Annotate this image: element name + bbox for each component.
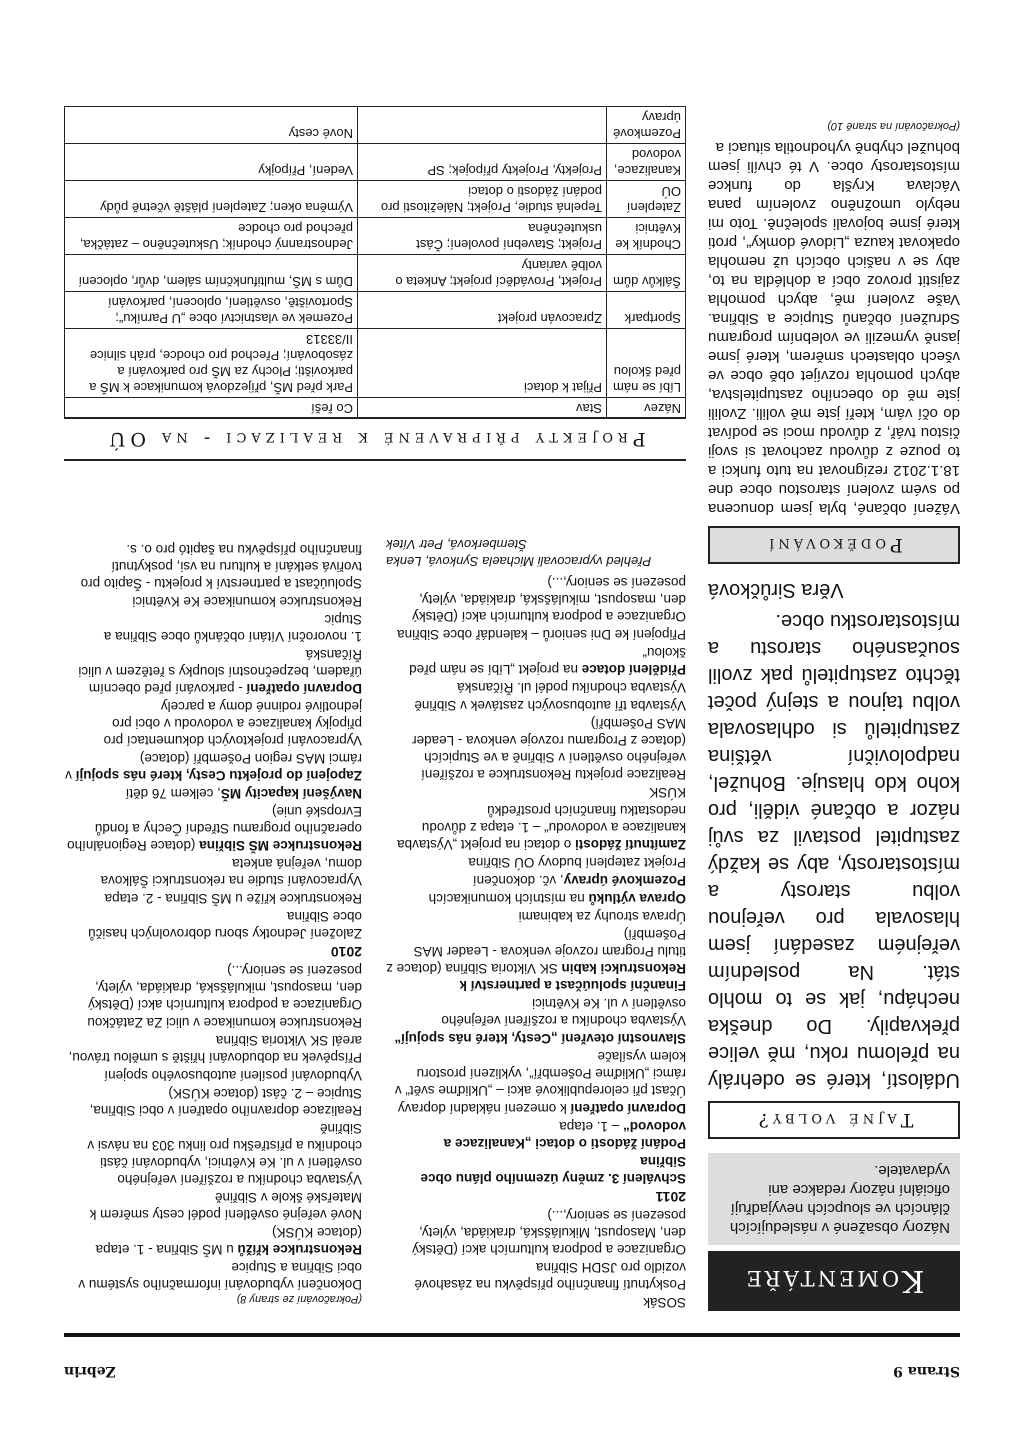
list-item (386, 626, 686, 643)
list-item (64, 541, 362, 592)
secret-election-signature: Věra Sirůčková (708, 579, 844, 601)
comments-column (708, 41, 960, 1311)
table-cell: Líbí se nám před školou (607, 329, 686, 398)
list-item-highlight: Oprava výtluků (588, 891, 686, 906)
table-row (65, 181, 686, 218)
list-item-text: (dotace Regionálního operačního programu Střední Čechy a fondů Evropské unie) (67, 804, 362, 853)
table-row (65, 144, 686, 181)
table-cell: Přijat k dotaci (358, 329, 607, 398)
continuation-note: (Pokračování ze strany 8) (236, 1293, 362, 1305)
publication-name: Zebrin (64, 1363, 116, 1379)
table-cell: Projekt; Stavební povolení; Část uskutečněna (358, 218, 607, 255)
list-item-text: Příspěvek na dobudování hřiště s umělou trávou, areál SK Viktoria Sibřina (68, 1033, 362, 1065)
table-row (65, 292, 686, 329)
list-item-highlight: Navýšení kapacity MŠ (220, 786, 362, 801)
list-item-highlight: Přidělení dotace (581, 662, 686, 677)
comments-disclaimer: Názory obsažené v následujících článcích ve sloupcích nevyjadřují oficiální názory redakce ani vydavatele. (708, 1153, 960, 1245)
list-item (64, 1224, 362, 1258)
list-item-text: – 1. etapa (559, 1119, 623, 1134)
list-item-text: Výstavba chodníku podél ul. Říčanská (457, 680, 686, 695)
table-cell: Sportpark (607, 292, 686, 329)
table-cell: Kanalizace, vodovod (607, 144, 686, 181)
list-item (386, 995, 686, 1029)
list-item (386, 1030, 686, 1047)
table-cell: Výměna oken; Zateplení pláště včetně půdy (65, 181, 358, 218)
list-item-text: Organizace a podpora kulturních akcí (Dětský den, masopust, mikulášská, drakiáda, výlety, posezení se seniory,...) (412, 575, 686, 624)
comments-banner: Komentáře (708, 1251, 960, 1311)
list-item-text: Spoluúčast a partnerství k projektu - Šapito pro tvořivá setkání a kulturu na vsi, poskytnutí finančního příspěvku na šapitó pro o. s. (80, 542, 362, 591)
table-row (65, 107, 686, 144)
list-item-highlight: Dopravní opatření (570, 1101, 686, 1116)
list-item (386, 872, 686, 889)
secret-election-text: Událostí, které se odehrály na přelomu roku, mě velice překvapily. Do dneška nechápu, jak se to mohlo stát. Na posledním veřejném zasedání jsem hlasovala pro veřejnou volbu starosty a místostarosty, aby se každý zastupitel postavil za svůj názor a občané viděli, pro koho kdo hlasuje. Bohužel, nadpoloviční většina zastupitelů si odhlasovala volbu tajnou a stejný počet těchto zastupitelů pak zvolil současného starostu a místostarostku obce. (708, 610, 960, 1091)
column-header: Co řeší (65, 398, 358, 419)
list-item-highlight: Podání žádosti o dotaci „Kanalizace a vodovod“ (443, 1119, 686, 1151)
list-item-text: Úprava strouhy za kabinami (518, 909, 686, 924)
table-cell: Pozemek ve vlastnictví obce „U Parníku“; Sportoviště, osvětlení, oplocení, parkování (65, 292, 358, 329)
list-item-text: Poskytnutí finančního příspěvku na zásahové vozidlo pro JSDH Sibřina (414, 1260, 686, 1292)
list-item (64, 593, 362, 610)
list-item-text: Nové veřejné osvětlení podél cesty směrem k Mateřské škole v Sibřině (89, 1190, 362, 1222)
list-item (386, 1153, 686, 1187)
list-item-text: Výstavba tří autobusových zastávek v Sibřině (414, 698, 686, 713)
list-item-highlight: Slavnostní otevření „Cesty, které nás spojují“ (394, 1031, 686, 1046)
list-item-text: , celkem 76 dětí (125, 786, 221, 801)
page-header (64, 1355, 960, 1379)
list-item (386, 679, 686, 696)
list-item-text: u MŠ Sibřina - 1. etapa (dotace KÚSK) (95, 1225, 362, 1257)
list-item-text: Organizace a podpora kulturních akcí (Dětský den, masopust, mikulášská, drakiáda, výlety, posezení se seniory...) (88, 963, 362, 1012)
projects-heading: Projekty připravené k realizaci - na OÚ (64, 417, 686, 461)
list-item-text: Rekonstrukce kříže u MŠ Sibřina - 2. etapa (104, 891, 362, 906)
table-cell (358, 107, 607, 144)
list-item (386, 784, 686, 801)
secret-election-heading: Tajné volby? (708, 1101, 960, 1139)
list-item (64, 1085, 362, 1119)
list-item (64, 803, 362, 854)
list-item (386, 802, 686, 853)
table-row (65, 255, 686, 292)
page-number: Strana 9 (893, 1363, 960, 1379)
list-item (64, 1032, 362, 1066)
list-item (386, 1259, 686, 1293)
list-item (64, 1120, 362, 1188)
table-cell: Projekty, Projekty přípojek; SP (358, 144, 607, 181)
list-item (386, 644, 686, 678)
credits: Přehled vypracovali Michaela Synková, Lenka Štemberková, Petr Vítek (386, 537, 652, 569)
list-item-text: - parkování před obecním úřadem, bezpečnostní sloupky s řetězem v ulici Říčanská (78, 647, 362, 696)
table-cell: Dům s MŠ, multifunkčním sálem, dvůr, oplocení (65, 255, 358, 292)
list-item-highlight: Pozemkové úpravy (563, 873, 686, 888)
list-item (386, 1100, 686, 1117)
list-item (64, 962, 362, 1013)
list-item (386, 926, 686, 994)
list-item (386, 908, 686, 925)
list-item-text: Realizace dopravního opatření v obci Sibřina, Stupice – 2. část (dotace KÚSK) (89, 1086, 362, 1118)
table-cell: Jednostranný chodník; Uskutečněno – zatáčka, přechod pro chodce (65, 218, 358, 255)
list-item (64, 750, 362, 784)
list-item-text: KÚSK (649, 785, 686, 800)
list-item-text: SK Viktoria Sibřina (dotace z titulu Program rozvoje venkova - Leader MAS Pošembří) (386, 927, 686, 976)
list-item-text: Dokončení vybudování informačního systému v obci Sibřina a Stupice (78, 1260, 362, 1292)
list-item-text: Výstavba chodníku a rozšíření veřejného osvětlení v ul. Ke Květnici (441, 996, 686, 1028)
list-item-text: Rekonstrukce komunikace v ulici Za Zatáčkou (87, 1015, 362, 1030)
list-item-text: k omezení nákladní dopravy (397, 1101, 571, 1116)
table-cell: Park před MŠ, příjezdová komunikace k MŠ a parkovišti; Plochy za MŠ pro parkování a zásobování; Přechod pro chodce, práh silnice II/33313 (65, 329, 358, 398)
list-item-text: Vybudování posílení autobusového spojení (104, 1068, 362, 1083)
list-item-highlight: Schválení 3. změny územního plánu obce Sibřina (420, 1154, 686, 1186)
list-item-text: Účast při celorepublikové akci – „Ukliďme svět“ v rámci „Ukliďme Pošembří“, vyklizení prostoru kolem vysílače (394, 1049, 686, 1098)
achievements-column-2 (386, 481, 686, 1311)
list-item-highlight: Dopravní opatření (246, 681, 362, 696)
table-cell: Zateplení OÚ (607, 181, 686, 218)
list-item (64, 785, 362, 802)
achievements-list-2 (386, 574, 686, 1311)
list-item (386, 715, 686, 783)
projects-table-wrap (64, 79, 686, 419)
table-cell: Šálkův dům (607, 255, 686, 292)
table-cell: Zpracován projekt (358, 292, 607, 329)
table-cell: Tepelná studie, Projekt; Náležitosti pro podání žádosti o dotaci (358, 181, 607, 218)
year-heading: 2010 (330, 944, 362, 960)
list-item-text: Realizace projektu Rekonstrukce a rozšíření veřejného osvětlení v Sibřině a ve Stupicích (dotace z Programu rozvoje venkova - Leader MAS Pošembří) (412, 716, 686, 782)
list-item-highlight: Finanční spoluúčast a partnerství k Rekonstrukci kabin (459, 961, 686, 993)
table-cell: Projekt, Prováděcí projekt; Anketa o volbě varianty (358, 255, 607, 292)
header-rule (64, 1333, 960, 1337)
list-item-highlight: Rekonstrukce MŠ Sibřina (199, 838, 362, 853)
column-header: Název (607, 398, 686, 419)
list-item-text: na místních komunikacích (428, 891, 589, 906)
table-header-row (65, 398, 686, 419)
list-item (386, 697, 686, 714)
column-header: Stav (358, 398, 607, 419)
list-item (64, 1259, 362, 1293)
list-item-text: , vč. dokončení (472, 873, 564, 888)
thanks-text: Vážení občané, byla jsem donucena po svém zvolení starostou obce dne 18.1.2012 rezignovat na tuto funkci a to pouze z důvodu zachovat si svoji čistou tvář, z důvodu moci se podívat do očí vám, kteří jste mě volili. Zvolili jste mě do obecního zastupitelstva, abych pomohla rozvíjet obě obce ve všech oblastech směrem, které jsme jasně vymezili ve volebním programu Sdružení občanů Stupice a Sibřina. Vaše zvolení mě, abych pomohla zajistit provoz obcí a dohlédla na to, aby se v našich obcích už nemohla opakovat kauza „Lidové domky“, proti které jsme bojovali společně. Toto mi nebylo umožněno zvolením pana Václava Kryšla do funkce místostarosty obce. V té chvíli jsem bohužel chybně vyhodnotila situaci a (708, 139, 960, 517)
list-item-text: Založení Jednotky sboru dobrovolných hasičů obce Sibřina (88, 909, 362, 941)
list-item (386, 1294, 686, 1311)
list-item-text: na projekt „Líbí se nám před školou“ (409, 645, 686, 677)
list-item (386, 890, 686, 907)
table-cell: Nové cesty (65, 107, 358, 144)
achievements-column-1 (64, 481, 362, 1311)
list-item-text: Výstavba chodníku a rozšíření veřejného osvětlení v ul. Ke Květnici, vybudování části chodníku a přístřešku pro linku 303 na návsi v Sibřině (87, 1121, 362, 1187)
list-item-text: Připojení ke Dni seniorů – kalendář obce Sibřina (397, 627, 686, 642)
list-item (386, 574, 686, 625)
list-item-text: SOSák (643, 1295, 686, 1310)
list-item-text: Projekt zateplení budovy OÚ Sibřina (468, 855, 686, 870)
list-item-text: Vypracování studie na rekonstrukci Šálkova domu, veřejná anketa (100, 856, 362, 888)
list-item-text: v rámci MAS region Pošembří (dotace) (65, 751, 362, 783)
table-row (65, 218, 686, 255)
table-row (65, 329, 686, 398)
list-item (64, 855, 362, 889)
achievements-list-1 (64, 541, 362, 1293)
list-item (386, 1118, 686, 1152)
projects-table (64, 106, 686, 419)
list-item (64, 1067, 362, 1084)
list-item (386, 854, 686, 871)
list-item-text: Rekonstrukce komunikace Ke Květnici (132, 594, 362, 609)
list-item-text: Organizace a podpora kulturních akcí (Dětský den, Masopust, Mikulášská, drakiáda, výlety, posezení se seniory,...) (412, 1208, 686, 1257)
list-item-highlight: Zapojení do projektu Cesty, které nás spojují (75, 768, 362, 783)
list-item (64, 698, 362, 749)
list-item (64, 611, 362, 645)
table-cell: Vedení, Přípojky (65, 144, 358, 181)
list-item-highlight: Rekonstrukce křížů (237, 1242, 362, 1257)
list-item (64, 1014, 362, 1031)
list-item (386, 1207, 686, 1258)
table-cell: Pozemkové úpravy (607, 107, 686, 144)
list-item-text: o dotaci na projekt „Výstavba kanalizace a vodovodu“ – 1. etapa z důvodu nedostatku finančních prostředků (397, 803, 686, 852)
list-item (64, 908, 362, 942)
list-item (386, 1048, 686, 1099)
thanks-heading: Poděkování (708, 526, 960, 564)
list-item (64, 890, 362, 907)
list-item (64, 646, 362, 697)
thanks-continuation: (Pokračování na straně 10) (827, 120, 960, 132)
year-heading: 2011 (655, 1189, 686, 1205)
list-item-text: 1. novoroční Vítání občánků obce Sibřina a Stupic (103, 612, 362, 644)
list-item-text: Vypracování projektových dokumentací pro připojky kanalizace a vodovodu v obci pro jednotlivé rodinné domy a parcely (103, 699, 362, 748)
list-item (64, 1189, 362, 1223)
list-item-highlight: Zamítnutí žádosti (575, 837, 686, 852)
table-cell: Chodník ke Květnici (607, 218, 686, 255)
